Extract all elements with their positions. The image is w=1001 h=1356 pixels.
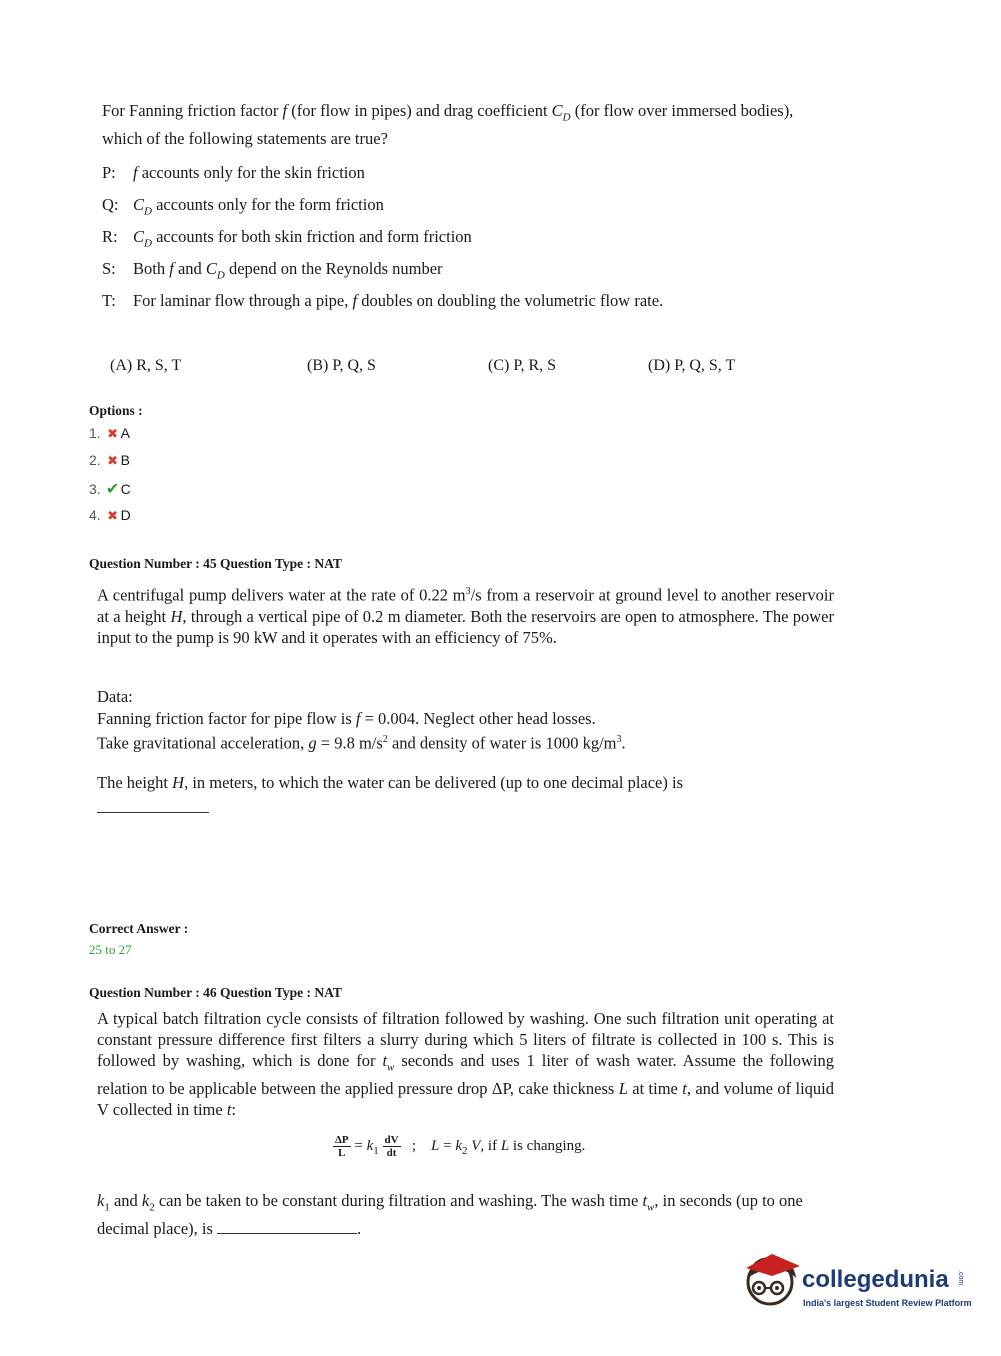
correct-answer-value: 25 to 27 <box>89 942 132 957</box>
cross-icon: ✖ <box>107 426 119 441</box>
choice-a: (A) R, S, T <box>110 357 182 374</box>
statement-s: S: Both f and $C_D$ depend on the Reynolds number <box>102 259 443 282</box>
statement-r: R: $C_D$ accounts for both skin friction and form friction <box>102 227 472 250</box>
q45-header: Question Number : 45 Question Type : NAT <box>89 556 342 571</box>
choice-b: (B) P, Q, S <box>307 357 376 374</box>
q45-data-line1: Fanning friction factor for pipe flow is f = 0.004. Neglect other head losses. <box>97 709 596 728</box>
q46-formula: $\frac{\Delta P}{L}$ = $k_1$ $\frac{dV}{dt}$ ; $L = k_2$ V, if L is changing. <box>335 1134 586 1159</box>
statement-q: Q: $C_D$ accounts only for the form friction <box>102 195 384 218</box>
option-1: 1. ✖ A <box>89 425 130 441</box>
q45-paragraph: A centrifugal pump delivers water at the rate of 0.22 $m^3/s$ from a reservoir at ground level to another reservoir at a height H, through a vertical pipe of 0.2 m diameter. Both the reservoirs are open to atmosphere. The power input to the pump is 90 kW and it operates with an efficiency of 75%. <box>97 585 835 647</box>
correct-answer-label: Correct Answer : <box>89 921 189 936</box>
collegedunia-logo-text: collegedunia <box>802 1266 949 1293</box>
choice-c: (C) P, R, S <box>488 357 557 374</box>
statement-t: T: For laminar flow through a pipe, f doubles on doubling the volumetric flow rate. <box>102 291 664 310</box>
q46-answer-blank <box>217 1233 357 1234</box>
cross-icon: ✖ <box>107 453 119 468</box>
statement-p: P: f accounts only for the skin friction <box>102 163 365 182</box>
q45-answer-blank <box>97 812 209 813</box>
logo-suffix: .com <box>957 1270 964 1286</box>
q46-header: Question Number : 46 Question Type : NAT <box>89 985 342 1000</box>
q46-paragraph: A typical batch filtration cycle consists of filtration followed by washing. One such filtration unit operating at constant pressure difference first filters a slurry during which 5 liters of filtrate is collected in 100 s. This is followed by washing, which is done for $t_w$ seconds and uses 1 liter of wash water. Assume the following relation to be applicable between the applied pressure drop ΔP, cake thickness L at time t, and volume of liquid V collected in time t: <box>97 1009 835 1120</box>
option-3: 3. ✔C <box>89 481 131 498</box>
q45-question: The height H, in meters, to which the water can be delivered (up to one decimal place) is <box>97 773 684 792</box>
check-icon: ✔ <box>105 481 120 498</box>
collegedunia-tagline: India's largest Student Review Platform <box>803 1298 972 1308</box>
options-heading: Options : <box>89 403 143 418</box>
option-4: 4. ✖ D <box>89 507 131 523</box>
q46-question: $k_1$ and $k_2$ can be taken to be constant during filtration and washing. The wash time $t_w$, in seconds (up to one decimal place), is . <box>97 1191 803 1239</box>
collegedunia-mascot-icon <box>742 1248 802 1310</box>
q45-data-label: Data: <box>97 687 133 706</box>
choice-d: (D) P, Q, S, T <box>648 357 736 374</box>
q44-intro: For Fanning friction factor f (for flow in pipes) and drag coefficient $C_D$ (for flow over immersed bodies), which of the following statements are true? <box>102 101 794 149</box>
cross-icon: ✖ <box>107 508 119 523</box>
q45-data-line2: Take gravitational acceleration, g = 9.8 $m/s^2$ and density of water is 1000 $kg/m^3$. <box>97 733 626 753</box>
option-2: 2. ✖ B <box>89 452 130 468</box>
